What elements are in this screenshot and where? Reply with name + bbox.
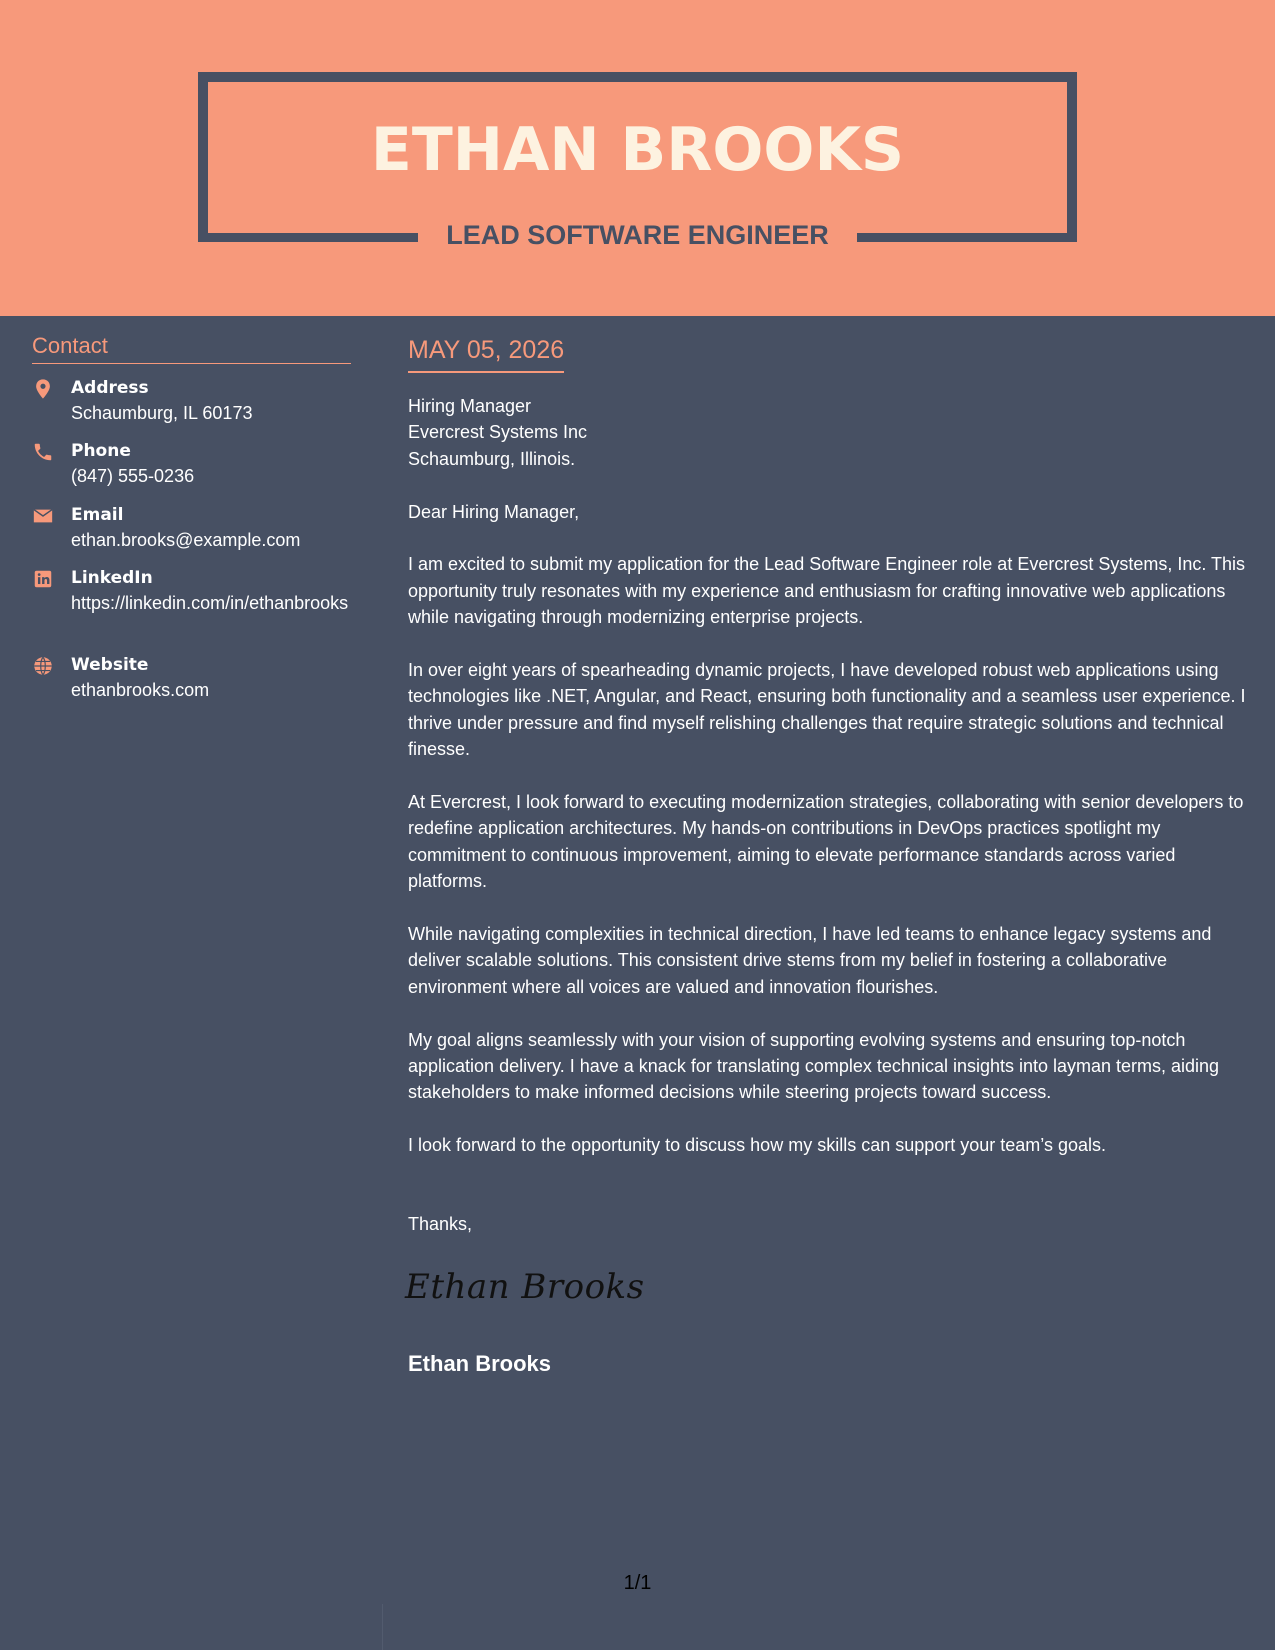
job-title: LEAD SOFTWARE ENGINEER (446, 220, 829, 250)
contact-value[interactable]: ethanbrooks.com (71, 680, 210, 700)
phone-icon (32, 441, 56, 465)
footer-divider (382, 1604, 383, 1650)
header-banner (0, 0, 1275, 316)
contact-value[interactable]: ethan.brooks@example.com (71, 530, 301, 550)
letter-paragraph: While navigating complexities in technical direction, I have led teams to enhance legacy systems and deliver scalable solutions. This consistent drive stems from my belief in fostering a collaborative environment where all voices are valued and innovation flourishes. (408, 924, 1212, 997)
contact-label: Website (71, 655, 149, 675)
letter-body (408, 393, 1253, 1185)
applicant-name: ETHAN BROOKS (370, 115, 905, 185)
linkedin-icon (32, 568, 56, 592)
contact-heading: Contact (32, 332, 351, 364)
map-pin-icon (32, 378, 56, 402)
salutation: Dear Hiring Manager, (408, 501, 580, 522)
contact-value[interactable]: https://linkedin.com/in/ethanbrooks (71, 593, 349, 613)
contact-label: LinkedIn (71, 568, 153, 588)
name-frame-bottom-right (857, 233, 1077, 242)
name-frame-top (198, 72, 1077, 82)
recipient-line: Hiring Manager (408, 396, 532, 416)
contact-label: Email (71, 505, 124, 525)
recipient-line: Evercrest Systems Inc (408, 422, 588, 443)
closing: Thanks, (408, 1214, 473, 1234)
page-number: 1/1 (623, 1572, 652, 1594)
letter-paragraph: I look forward to the opportunity to discuss how my skills can support your team’s goals. (408, 1135, 1106, 1156)
recipient-block (408, 393, 1253, 472)
contact-label: Phone (71, 441, 131, 461)
contact-value: Schaumburg, IL 60173 (71, 403, 253, 423)
envelope-icon (32, 505, 56, 529)
recipient-line: Schaumburg, Illinois. (408, 448, 576, 469)
letter-paragraph: My goal aligns seamlessly with your vision of supporting evolving systems and ensuring top-notch application delivery. I have a knack for translating complex technical insights into layman terms, aiding stakeholders to make informed decisions while steering projects toward success. (408, 1029, 1220, 1103)
globe-icon (32, 655, 56, 679)
signer-name: Ethan Brooks (408, 1351, 552, 1376)
letter-date: MAY 05, 2026 (408, 335, 564, 373)
letter-paragraph: At Evercrest, I look forward to executing modernization strategies, collaborating with senior developers to redefine application architectures. My hands-on contributions in DevOps practices spotlight my commitment to continuous improvement, aiming to elevate performance standards across varied platforms. (408, 792, 1244, 892)
name-frame-bottom-left (198, 233, 418, 242)
handwritten-signature: Ethan Brooks (405, 1267, 645, 1307)
letter-paragraph: In over eight years of spearheading dynamic projects, I have developed robust web applications using technologies like .NET, Angular, and React, ensuring both functionality and a seamless user experience. I thrive under pressure and find myself relishing challenges that require strategic solutions and technical finesse. (408, 660, 1246, 760)
letter-paragraph: I am excited to submit my application for the Lead Software Engineer role at Evercrest Systems, Inc. This opportunity truly resonates with my experience and enthusiasm for crafting innovative web applications while navigating through modernizing enterprise projects. (408, 554, 1246, 628)
contact-label: Address (71, 378, 149, 398)
contact-value: (847) 555-0236 (71, 466, 195, 486)
